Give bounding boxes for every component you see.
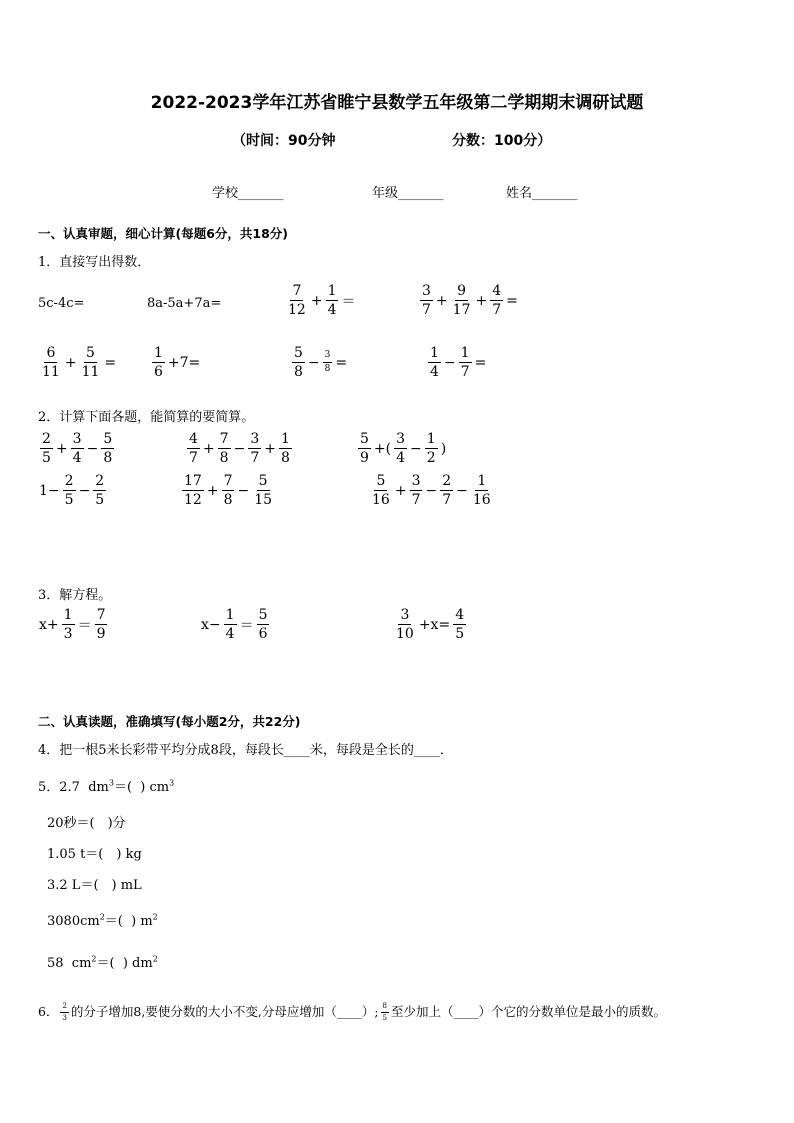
q2-item-f: $\frac{5}{16}$ + $\frac{3}{7}$ − $\frac{2}{7}$ − $\frac{1}{16}$ <box>372 473 491 508</box>
q3-item-b: x− $\frac{1}{4}$ ＝ $\frac{5}{6}$ <box>201 607 268 642</box>
school-field: 学校_______ <box>212 186 284 201</box>
q5-number: 5．2.7 <box>38 780 80 795</box>
q6-number: 6． <box>38 1004 59 1019</box>
q1-item-b: 8a-5a+7a= <box>147 296 222 311</box>
q1-item-f: $\frac{1}{6}$ +7= <box>154 345 201 380</box>
q5-line-3: 3.2 L＝( ) mL <box>47 878 142 893</box>
question-1: 1．直接写出得数． <box>38 255 151 270</box>
q5-line-1: 20秒＝( )分 <box>47 816 126 831</box>
question-6: 6． $\frac{2}{3}$ 的分子增加8,要使分数的大小不变,分母应增加（____）; $\frac{8}{5}$ 至少加上（____）个它的分数单位是最小的质数。 <box>38 1002 667 1022</box>
section1-heading: 一、认真审题，细心计算(每题6分，共18分) <box>38 226 289 241</box>
q1-item-c: $\frac{7}{12}$ + $\frac{1}{4}$ ＝ <box>288 283 356 318</box>
time-label: （时间：90分钟 <box>232 133 336 149</box>
question-5: 5．2.7 $dm^3=$( ) $cm^3$ <box>38 778 175 795</box>
question-4: 4．把一根5米长彩带平均分成8段，每段长____米，每段是全长的____． <box>38 743 453 758</box>
page-title: 2022-2023学年江苏省睢宁县数学五年级第二学期期末调研试题 <box>150 93 644 113</box>
q5-line-2: 1.05 t＝( ) kg <box>47 847 142 862</box>
q1-item-e: $\frac{6}{11}$ + $\frac{5}{11}$ = <box>42 345 117 380</box>
q2-item-c: $\frac{5}{9}$ +( $\frac{3}{4}$ − $\frac{1}{2}$ ) <box>360 431 447 466</box>
q3-item-a: x+ $\frac{1}{3}$ ＝ $\frac{7}{9}$ <box>39 607 106 642</box>
q2-item-a: $\frac{2}{5}$ + $\frac{3}{4}$ − $\frac{5}{8}$ <box>42 431 113 466</box>
q1-item-a: 5c-4c= <box>38 296 85 311</box>
q5-line-5: 58 $cm^2=$( ) $dm^2$ <box>47 954 158 971</box>
q2-item-e: $\frac{17}{12}$ + $\frac{7}{8}$ − $\frac{5}{15}$ <box>184 473 273 508</box>
q2-item-b: $\frac{4}{7}$ + $\frac{7}{8}$ − $\frac{3}{7}$ + $\frac{1}{8}$ <box>189 431 290 466</box>
question-2: 2．计算下面各题，能简算的要简算。 <box>38 410 255 425</box>
q5-line-4: $3080cm^2=$( ) $m^2$ <box>47 912 158 929</box>
grade-field: 年级_______ <box>372 186 444 201</box>
q3-item-c: $\frac{3}{10}$ +x= $\frac{4}{5}$ <box>396 607 465 642</box>
q1-item-d: $\frac{3}{7}$ + $\frac{9}{17}$ + $\frac{4}{7}$ = <box>422 283 518 318</box>
q6-part1: 的分子增加8,要使分数的大小不变,分母应增加（____）; <box>70 1004 379 1019</box>
q6-part2: 至少加上（____）个它的分数单位是最小的质数。 <box>391 1004 667 1019</box>
question-3: 3．解方程。 <box>38 588 112 603</box>
score-label: 分数：100分） <box>452 133 552 149</box>
section2-heading: 二、认真读题，准确填写(每小题2分，共22分) <box>38 714 301 729</box>
q2-item-d: 1− $\frac{2}{5}$ − $\frac{2}{5}$ <box>39 473 105 508</box>
q1-item-g: $\frac{5}{8}$ − $\frac{3}{8}$ = <box>294 345 348 380</box>
name-field: 姓名_______ <box>506 186 578 201</box>
q1-item-h: $\frac{1}{4}$ − $\frac{1}{7}$ = <box>430 345 487 380</box>
